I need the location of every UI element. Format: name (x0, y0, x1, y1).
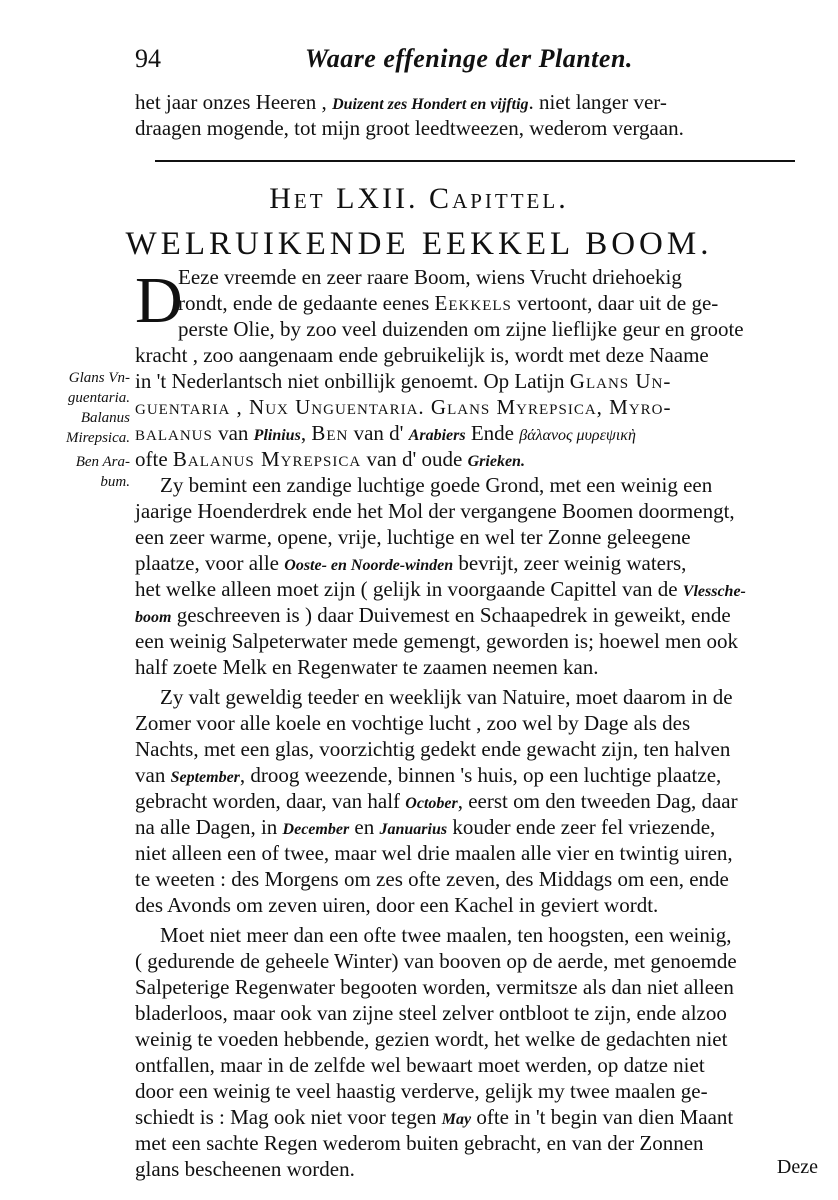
margin-notes (30, 368, 130, 492)
catchword: Deze (776, 1156, 818, 1178)
margin-note: Balanus (80, 410, 130, 426)
text-line: rondt, ende de gedaante eenes Eekkels vertoont, daar uit de ge- (178, 291, 719, 315)
text-line: door een weinig te veel haastig verderve, gelijk my twee maalen ge- (135, 1079, 708, 1103)
text-line: bladerloos, maar ook van zijne steel zelver ontbloot te zijn, ende alzoo (135, 1001, 727, 1025)
section-divider (155, 160, 795, 162)
text-line: jaarige Hoenderdrek ende het Mol der vergangene Boomen doormengt, (135, 499, 735, 523)
running-head (135, 44, 815, 78)
text-line: het welke alleen moet zijn ( gelijk in voorgaande Capittel van de Vlessche- (135, 577, 746, 601)
text-line: een zeer warme, opene, vrije, luchtige en wel ter Zonne geleegene (135, 525, 691, 549)
text-line: na alle Dagen, in December en Januarius kouder ende zeer fel vriezende, (135, 815, 716, 839)
text-line: Zy valt geweldig teeder en weeklijk van Natuire, moet daarom in de (160, 685, 733, 709)
margin-note: Glans Vn- (68, 370, 130, 386)
margin-note: Mirepsica. (65, 430, 130, 446)
text-line: Eeze vreemde en zeer raare Boom, wiens Vrucht driehoekig (178, 265, 682, 289)
running-title: Waare effeninge der Planten. (305, 44, 633, 73)
text-line: ofte Balanus Myrepsica van d' oude Grieken. (135, 447, 525, 471)
chapter-heading: Het LXII. Capittel. (269, 182, 569, 215)
text-line: Salpeterige Regenwater begooten worden, vermitsze als dan niet alleen (135, 975, 734, 999)
text-line: het jaar onzes Heeren , Duizent zes Hondert en vijftig. niet langer ver- (135, 90, 667, 114)
text-line: ontfallen, maar in de zelfde wel bewaart moet werden, op datze niet (135, 1053, 705, 1077)
text-line: plaatze, voor alle Ooste- en Noorde-winden bevrijt, zeer weinig waters, (135, 551, 687, 575)
margin-note: Ben Ara- (75, 454, 130, 470)
text-line: een weinig Salpeterwater mede gemengt, geworden is; hoewel men ook (135, 629, 738, 653)
text-line: te weeten : des Morgens om zes ofte zeven, des Middags om een, ende (135, 867, 729, 891)
text-line: van September, droog weezende, binnen 's huis, op een luchtige plaatze, (135, 763, 722, 787)
text-line: glans bescheenen worden. (135, 1157, 355, 1181)
text-line: balanus van Plinius, Ben van d' Arabiers Ende βάλανος μυρεψικὴ (135, 421, 636, 445)
text-line: guentaria , Nux Unguentaria. Glans Myrepsica, Myro- (135, 395, 672, 419)
text-line: perste Olie, by zoo veel duizenden om zijne lieflijke geur en groote (178, 317, 744, 341)
text-line: schiedt is : Mag ook niet voor tegen May ofte in 't begin van dien Maant (135, 1105, 734, 1129)
text-line: niet alleen een of twee, maar wel drie maalen alle vier en twintig uiren, (135, 841, 733, 865)
text-line: met een sachte Regen wederom buiten gebracht, en van der Zonnen (135, 1131, 704, 1155)
page-number: 94 (135, 44, 161, 73)
margin-note: bum. (100, 474, 130, 490)
chapter-title: WELRUIKENDE EEKKEL BOOM. (125, 226, 713, 262)
text-line: Moet niet meer dan een ofte twee maalen, ten hoogsten, een weinig, (160, 923, 732, 947)
text-line: kracht , zoo aangenaam ende gebruikelijk is, wordt met deze Naame (135, 343, 709, 367)
text-line: weinig te voeden hebbende, gezien wordt, het welke de gedachten niet (135, 1027, 728, 1051)
text-line: des Avonds om zeven uiren, door een Kachel in geviert wordt. (135, 893, 659, 917)
text-line: gebracht worden, daar, van half October, eerst om den tweeden Dag, daar (135, 789, 738, 813)
text-line: ( gedurende de geheele Winter) van booven op de aerde, met genoemde (135, 949, 737, 973)
text-line: draagen mogende, tot mijn groot leedtweezen, wederom vergaan. (135, 116, 684, 140)
text-line: Zomer voor alle koele en vochtige lucht , zoo wel by Dage als des (135, 711, 691, 735)
text-line: in 't Nederlantsch niet onbillijk genoemt. Op Latijn Glans Un- (135, 369, 672, 393)
text-line: Zy bemint een zandige luchtige goede Grond, met een weinig een (160, 473, 713, 497)
margin-note: guentaria. (67, 390, 130, 406)
text-line: half zoete Melk en Regenwater te zaamen neemen kan. (135, 655, 599, 679)
drop-cap: D (135, 264, 183, 337)
text-line: Nachts, met een glas, voorzichtig gedekt ende gewacht zijn, ten halven (135, 737, 731, 761)
text-line: boom geschreeven is ) daar Duivemest en Schaapedrek in geweikt, ende (135, 603, 731, 627)
